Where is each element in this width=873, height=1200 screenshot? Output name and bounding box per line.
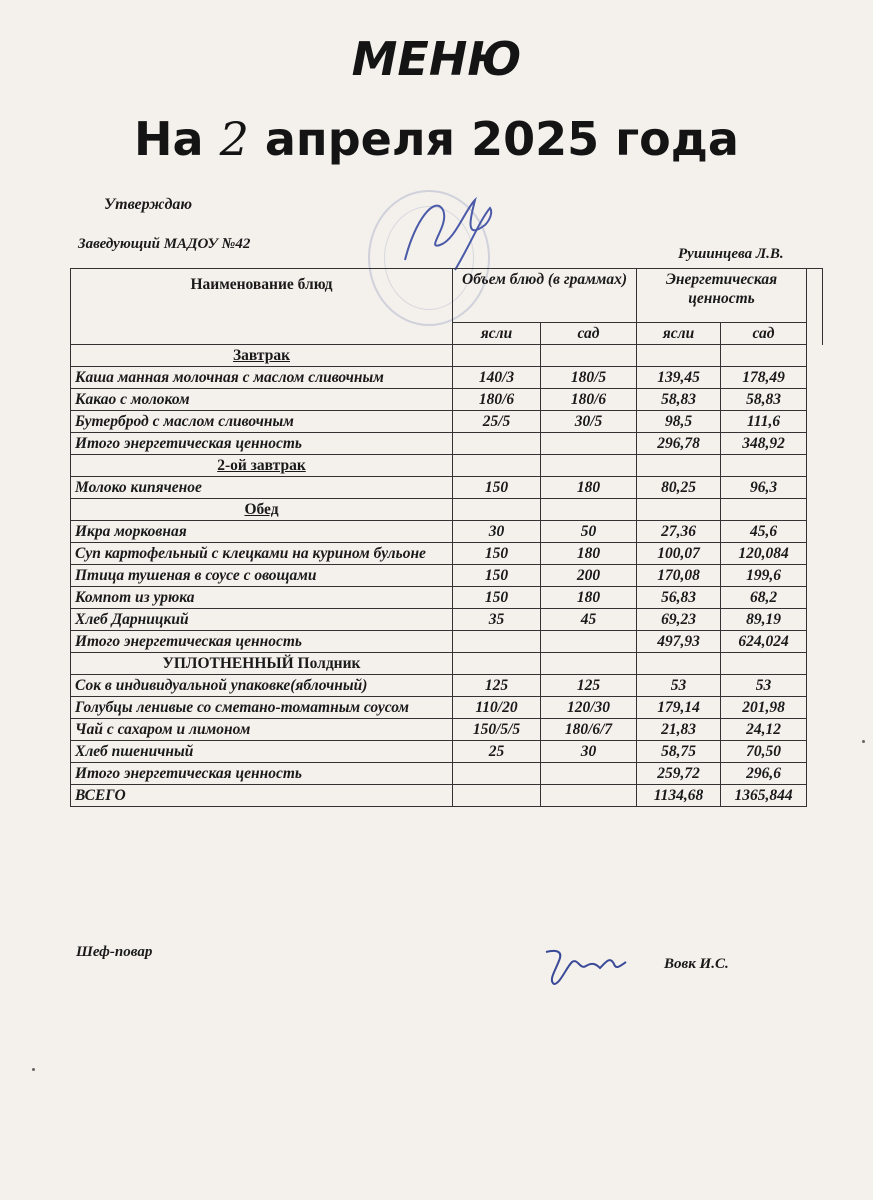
- volume-subheader: сад: [541, 323, 637, 345]
- dish-name: Суп картофельный с клецками на курином бульоне: [71, 543, 453, 565]
- volume-yasli: 180/6: [453, 389, 541, 411]
- total-sad: 296,6: [721, 763, 807, 785]
- director-signature: [395, 190, 505, 280]
- energy-sad: 24,12: [721, 719, 807, 741]
- volume-sad: 50: [541, 521, 637, 543]
- table-header-row: [71, 269, 823, 323]
- total-label: Итого энергетическая ценность: [71, 631, 453, 653]
- total-yasli: 497,93: [637, 631, 721, 653]
- table-row: [71, 719, 823, 741]
- total-label: Итого энергетическая ценность: [71, 763, 453, 785]
- volume-sad: 120/30: [541, 697, 637, 719]
- volume-sad: 45: [541, 609, 637, 631]
- volume-sad: 180/6/7: [541, 719, 637, 741]
- energy-yasli: 58,83: [637, 389, 721, 411]
- menu-title: МЕНЮ: [351, 32, 522, 86]
- dish-name: Хлеб Дарницкий: [71, 609, 453, 631]
- section-title: Обед: [244, 501, 279, 518]
- table-row: [71, 565, 823, 587]
- section-row: [71, 499, 823, 521]
- empty-cell: [453, 433, 541, 455]
- section-row: [71, 455, 823, 477]
- energy-yasli: 179,14: [637, 697, 721, 719]
- dish-name: Хлеб пшеничный: [71, 741, 453, 763]
- volume-yasli: 150: [453, 477, 541, 499]
- energy-yasli: 27,36: [637, 521, 721, 543]
- empty-cell: [453, 763, 541, 785]
- section-title: 2-ой завтрак: [217, 457, 306, 474]
- energy-yasli: 100,07: [637, 543, 721, 565]
- energy-sad: 68,2: [721, 587, 807, 609]
- energy-yasli: 98,5: [637, 411, 721, 433]
- energy-yasli: 58,75: [637, 741, 721, 763]
- empty-cell: [453, 785, 541, 807]
- grand-total-row: [71, 785, 823, 807]
- energy-subheader: сад: [721, 323, 807, 345]
- table-row: [71, 697, 823, 719]
- table-row: [71, 477, 823, 499]
- energy-subheader: ясли: [637, 323, 721, 345]
- section-label-cell: [71, 455, 453, 477]
- empty-cell: [453, 455, 541, 477]
- energy-yasli: 21,83: [637, 719, 721, 741]
- energy-sad: 70,50: [721, 741, 807, 763]
- volume-sad: 30: [541, 741, 637, 763]
- total-row: [71, 763, 823, 785]
- section-label-cell: [71, 653, 453, 675]
- volume-yasli: 150/5/5: [453, 719, 541, 741]
- empty-cell: [721, 455, 807, 477]
- section-title: Полдник: [297, 655, 361, 672]
- dish-name: Каша манная молочная с маслом сливочным: [71, 367, 453, 389]
- chef-title: Шеф-повар: [76, 944, 153, 960]
- head-title: Заведующий МАДОУ №42: [78, 236, 251, 252]
- grand-total-sad: 1365,844: [721, 785, 807, 807]
- total-yasli: 296,78: [637, 433, 721, 455]
- empty-cell: [721, 345, 807, 367]
- empty-cell: [721, 653, 807, 675]
- empty-cell: [541, 345, 637, 367]
- dish-name: Икра морковная: [71, 521, 453, 543]
- volume-yasli: 110/20: [453, 697, 541, 719]
- menu-date: [0, 112, 873, 166]
- header-extra-cell: [807, 269, 823, 345]
- section-label-cell: [71, 499, 453, 521]
- energy-sad: 111,6: [721, 411, 807, 433]
- energy-sad: 53: [721, 675, 807, 697]
- total-label: Итого энергетическая ценность: [71, 433, 453, 455]
- energy-yasli: 69,23: [637, 609, 721, 631]
- date-suffix: апреля 2025 года: [264, 112, 739, 166]
- table-row: [71, 367, 823, 389]
- volume-sad: 200: [541, 565, 637, 587]
- grand-total-label: ВСЕГО: [71, 785, 453, 807]
- volume-yasli: 25/5: [453, 411, 541, 433]
- energy-sad: 58,83: [721, 389, 807, 411]
- volume-sad: 30/5: [541, 411, 637, 433]
- chef-name: Вовк И.С.: [664, 956, 729, 972]
- volume-yasli: 125: [453, 675, 541, 697]
- empty-cell: [541, 653, 637, 675]
- dish-name: Молоко кипяченое: [71, 477, 453, 499]
- table-row: [71, 587, 823, 609]
- dish-name: Сок в индивидуальной упаковке(яблочный): [71, 675, 453, 697]
- energy-yasli: 139,45: [637, 367, 721, 389]
- table-row: [71, 411, 823, 433]
- empty-cell: [541, 631, 637, 653]
- date-day: 2: [219, 112, 249, 166]
- empty-cell: [637, 653, 721, 675]
- volume-yasli: 25: [453, 741, 541, 763]
- empty-cell: [721, 499, 807, 521]
- col-volume-header: Объем блюд (в граммах): [453, 269, 637, 323]
- date-prefix: На: [134, 112, 204, 166]
- volume-sad: 125: [541, 675, 637, 697]
- empty-cell: [541, 785, 637, 807]
- table-row: [71, 741, 823, 763]
- menu-table: [70, 268, 823, 807]
- total-row: [71, 433, 823, 455]
- volume-yasli: 35: [453, 609, 541, 631]
- table-row: [71, 521, 823, 543]
- col-dish-header: Наименование блюд: [71, 269, 453, 345]
- dish-name: Какао с молоком: [71, 389, 453, 411]
- total-sad: 348,92: [721, 433, 807, 455]
- volume-subheader: ясли: [453, 323, 541, 345]
- section-row: [71, 345, 823, 367]
- empty-cell: [541, 433, 637, 455]
- section-row: [71, 653, 823, 675]
- head-name: Рушинцева Л.В.: [678, 246, 784, 262]
- dish-name: Птица тушеная в соусе с овощами: [71, 565, 453, 587]
- energy-sad: 96,3: [721, 477, 807, 499]
- grand-total-yasli: 1134,68: [637, 785, 721, 807]
- volume-yasli: 30: [453, 521, 541, 543]
- energy-sad: 45,6: [721, 521, 807, 543]
- energy-yasli: 80,25: [637, 477, 721, 499]
- chef-signature: [540, 944, 630, 988]
- volume-sad: 180/6: [541, 389, 637, 411]
- dish-name: Компот из урюка: [71, 587, 453, 609]
- empty-cell: [453, 631, 541, 653]
- empty-cell: [453, 653, 541, 675]
- empty-cell: [637, 345, 721, 367]
- dish-name: Бутерброд с маслом сливочным: [71, 411, 453, 433]
- table-row: [71, 609, 823, 631]
- empty-cell: [453, 345, 541, 367]
- empty-cell: [637, 499, 721, 521]
- energy-yasli: 170,08: [637, 565, 721, 587]
- energy-yasli: 56,83: [637, 587, 721, 609]
- volume-yasli: 140/3: [453, 367, 541, 389]
- total-sad: 624,024: [721, 631, 807, 653]
- speck: [32, 1068, 35, 1071]
- volume-yasli: 150: [453, 565, 541, 587]
- empty-cell: [637, 455, 721, 477]
- dish-name: Голубцы ленивые со сметано-томатным соусом: [71, 697, 453, 719]
- empty-cell: [541, 455, 637, 477]
- col-energy-header: Энергетическая ценность: [637, 269, 807, 323]
- energy-sad: 201,98: [721, 697, 807, 719]
- empty-cell: [541, 763, 637, 785]
- energy-sad: 178,49: [721, 367, 807, 389]
- energy-sad: 120,084: [721, 543, 807, 565]
- table-row: [71, 543, 823, 565]
- volume-sad: 180: [541, 477, 637, 499]
- section-label-cell: [71, 345, 453, 367]
- dish-name: Чай с сахаром и лимоном: [71, 719, 453, 741]
- approve-label: Утверждаю: [104, 196, 193, 213]
- volume-sad: 180: [541, 543, 637, 565]
- speck: [862, 740, 865, 743]
- empty-cell: [453, 499, 541, 521]
- volume-yasli: 150: [453, 543, 541, 565]
- energy-sad: 199,6: [721, 565, 807, 587]
- volume-yasli: 150: [453, 587, 541, 609]
- total-yasli: 259,72: [637, 763, 721, 785]
- table-row: [71, 389, 823, 411]
- section-title: Завтрак: [232, 347, 291, 364]
- volume-sad: 180: [541, 587, 637, 609]
- table-row: [71, 675, 823, 697]
- energy-yasli: 53: [637, 675, 721, 697]
- volume-sad: 180/5: [541, 367, 637, 389]
- total-row: [71, 631, 823, 653]
- section-prefix: УПЛОТНЕННЫЙ: [162, 655, 294, 672]
- empty-cell: [541, 499, 637, 521]
- energy-sad: 89,19: [721, 609, 807, 631]
